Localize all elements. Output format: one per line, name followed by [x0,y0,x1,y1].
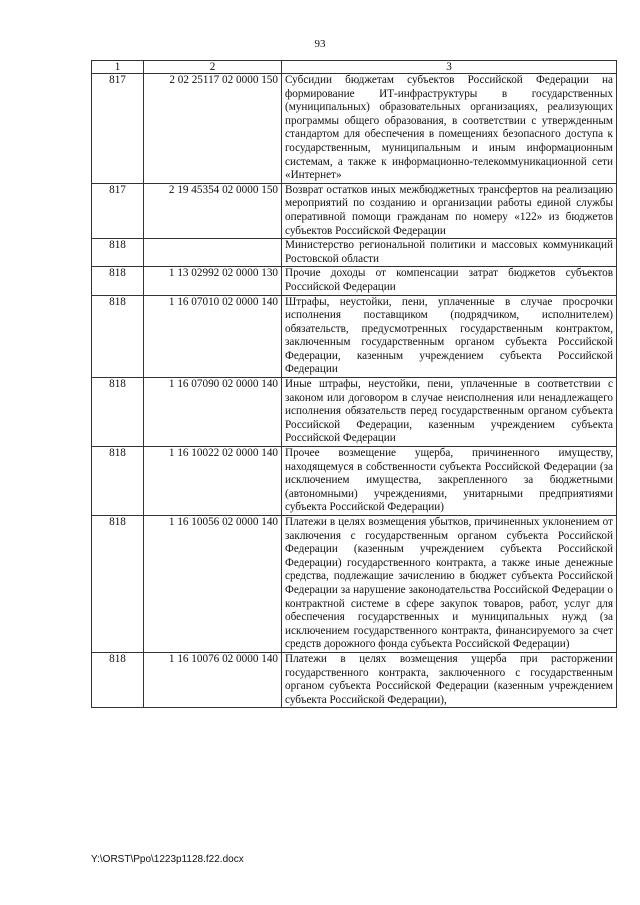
income-code-cell: 2 02 25117 02 0000 150 [144,74,282,184]
table-row [92,239,617,267]
document-file-path: Y:\ORST\Ppo\1223p1128.f22.docx [91,854,244,865]
admin-code-cell: 818 [92,516,144,653]
income-code-cell: 2 19 45354 02 0000 150 [144,183,282,238]
admin-code-cell: 818 [92,652,144,707]
admin-code-cell: 818 [92,447,144,516]
income-code-cell: 1 16 10056 02 0000 140 [144,516,282,653]
table-row [92,378,617,447]
admin-code-cell: 818 [92,239,144,267]
table-row [92,183,617,238]
table-row [92,74,617,184]
table-header-row [92,61,617,74]
income-code-cell [144,239,282,267]
column-header-1: 1 [92,61,144,74]
column-header-2: 2 [144,61,282,74]
description-cell: Прочие доходы от компенсации затрат бюджетов субъектов Российской Федерации [282,267,617,295]
table-row [92,516,617,653]
description-cell: Министерство региональной политики и массовых коммуникаций Ростовской области [282,239,617,267]
description-cell: Субсидии бюджетам субъектов Российской Федерации на формирование ИТ-инфраструктуры в государственных (муниципальных) образовательных организациях, реализующих программы общего образования, в соответствии с утвержденным стандартом для обеспечения в помещениях безопасного доступа к государственным, муниципальным и иным информационным системам, а также к информационно-телекоммуникационной сети «Интернет» [282,74,617,184]
description-cell: Штрафы, неустойки, пени, уплаченные в случае просрочки исполнения поставщиком (подрядчиком, исполнителем) обязательств, предусмотренных государственным контрактом, заключенным государственным органом субъекта Российской Федерации, казенным учреждением субъекта Российской Федерации [282,295,617,378]
admin-code-cell: 817 [92,74,144,184]
description-cell: Платежи в целях возмещения ущерба при расторжении государственного контракта, заключенного с государственным органом субъекта Российской Федерации (казенным учреждением субъекта Российской Федерации), [282,652,617,707]
description-cell: Иные штрафы, неустойки, пени, уплаченные в соответствии с законом или договором в случае неисполнения или ненадлежащего исполнения обязательств перед государственным органом субъекта Российской Федерации, казенным учреждением субъекта Российской Федерации [282,378,617,447]
column-header-3: 3 [282,61,617,74]
income-code-cell: 1 16 10022 02 0000 140 [144,447,282,516]
income-code-cell: 1 13 02992 02 0000 130 [144,267,282,295]
admin-code-cell: 818 [92,295,144,378]
description-cell: Прочее возмещение ущерба, причиненного имуществу, находящемуся в собственности субъекта Российской Федерации (за исключением имущества, закрепленного за бюджетными (автономными) учреждениями, унитарными предприятиями субъекта Российской Федерации) [282,447,617,516]
description-cell: Возврат остатков иных межбюджетных трансфертов на реализацию мероприятий по созданию и организации работы единой службы оперативной помощи гражданам по номеру «122» из бюджетов субъектов Российской Федерации [282,183,617,238]
table-row [92,295,617,378]
description-cell: Платежи в целях возмещения убытков, причиненных уклонением от заключения с государственным органом субъекта Российской Федерации (казенным учреждением субъекта Российской Федерации) государственного контракта, а также иные денежные средства, подлежащие зачислению в бюджет субъекта Российской Федерации за нарушение законодательства Российской Федерации о контрактной системе в сфере закупок товаров, работ, услуг для обеспечения государственных и муниципальных нужд (за исключением государственного контракта, финансируемого за счет средств дорожного фонда субъекта Российской Федерации) [282,516,617,653]
table-row [92,652,617,707]
table-row [92,447,617,516]
table-row [92,267,617,295]
income-code-cell: 1 16 10076 02 0000 140 [144,652,282,707]
page-number: 93 [314,38,326,50]
income-code-cell: 1 16 07090 02 0000 140 [144,378,282,447]
admin-code-cell: 818 [92,378,144,447]
admin-code-cell: 818 [92,267,144,295]
budget-classification-table [91,60,617,708]
income-code-cell: 1 16 07010 02 0000 140 [144,295,282,378]
admin-code-cell: 817 [92,183,144,238]
